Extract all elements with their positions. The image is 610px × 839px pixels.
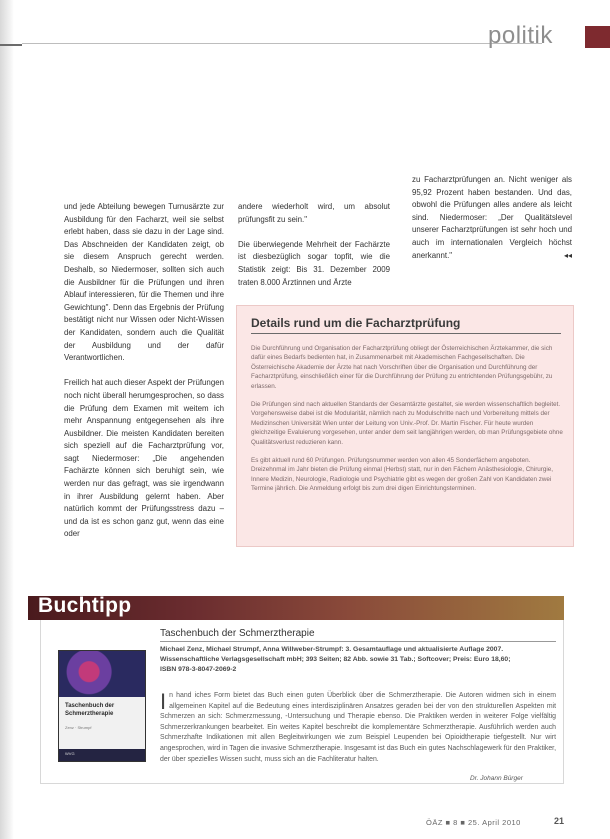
section-label: politik xyxy=(488,22,553,49)
article-paragraph: und jede Abteilung bewegen Turnusärzte zur Ausbildung für den Facharzt, weil sie selbst erlebt haben, dass sie dazu in der Lage sind. Das Abschneiden der Kandidaten zeigt, ob sie diesem Anspruch gerecht werden. Deshalb, so Niedermoser, sollten sich auch die Ausbildner für die Prüfungen und ihren Ablauf interessieren, für die Themen und ihre Gewichtung". Denn das Ergebnis der Prüfung bestätigt nicht nur Wissen oder Nicht-Wissen der Kandidaten, sondern auch die Qualität der Ausbildung und der dafür Verantwortlichen. xyxy=(64,202,224,363)
article-text: zu Facharztprüfungen an. Nicht weniger als 95,92 Prozent haben bestanden. Und das, obwohl die Prüfungen alles andere als leicht sind. Niedermoser: „Der Qualitätslevel unserer Facharztprüfungen ist sehr hoch und auch im internationalen Vergleich höchst anerkannt." xyxy=(412,175,572,260)
drop-cap: I xyxy=(160,689,167,714)
info-box xyxy=(236,305,574,547)
book-meta-line: Michael Zenz, Michael Strumpf, Anna Willweber-Strumpf: 3. Gesamtauflage und aktualisierte Auflage 2007. xyxy=(160,646,504,653)
book-cover-title: Taschenbuch der Schmerztherapie xyxy=(65,703,115,717)
article-paragraph: Freilich hat auch dieser Aspekt der Prüfungen noch nicht überall herumgesprochen, so dass die Prüfung dem Examen mit weitem ich mehr Anspannung entgegensehen als ihre Ausbildner. Die meisten Kandidaten bereiten sich speziell auf die Facharztprüfung vor, sagt Niedermoser: „Die angehenden Fachärzte können sich beruhigt sein, wie werden nur das gefragt, was sie irgendwann in ihrer Ausbildung gelernt haben. Aber natürlich kommt der Prüfungsstress dazu – und da ist es schon ganz gut, wenn das eine oder xyxy=(64,378,224,539)
page-number: 21 xyxy=(554,816,565,826)
article-column-1 xyxy=(64,201,224,554)
info-box-paragraph: Die Prüfungen sind nach aktuellen Standards der Gesamtärzte gestaltet, sie werden wissenschaftlich begleitet. Vorgehensweise dabei ist die Modularität, nämlich nach zu Modulschritte nach und Vorbereitung mittels der Medizinschen Universität Wien unter der Leitung von Univ.-Prof. Dr. Martin Fischer. Für heute wurden gleichzeitige Evaluierung vorgesehen, unter ander dem seit langjährigen werden, ob man Prüfungsgebiete ohne Qualitätsverlust reduzieren kann. xyxy=(251,401,563,446)
info-box-paragraph: Die Durchführung und Organisation der Facharztprüfung obliegt der Österreichischen Ärztekammer, die sich dafür eines Bedarfs bedienten hat, in Zusammenarbeit mit Akademischen Fachgesellschaften. Die Österreichische Akademie der Ärzte hat nach Vorschriften über die Organisation und Durchführung der Facharztprüfung, einschließlich einer für die Durchführung der Prüfung zu entrichtenden Prüfungsgebühr, zu erlassen. xyxy=(251,345,553,390)
book-cover-authors: Zenz · Strumpf xyxy=(65,725,92,730)
book-title: Taschenbuch der Schmerztherapie xyxy=(160,628,556,642)
reviewer-name: Dr. Johann Bürger xyxy=(470,775,523,782)
review-body: n hand iches Form bietet das Buch einen guten Überblick über die Schmerztherapie. Die Autoren widmen sich in einem allgemeinen Kapitel auf die Bedeutung eines interdisziplinären Ansatzes geraden bei der von den strukturellen Aspekten mit Schmerzen an sich: Schmerzmessung, -Untersuchung und Therapie ebenso. Die Praktiken werden in weiterer Folge vielfältig Schmerzerkrankungen bearbeitet. Ein weites Kapitel beschreibt die komplementäre Schmerztherapie. Ausführlich werden auch Schmerzhafte Indikationen mit allen Begleitwirkungen wie zum Beispiel Leupenden bei Opioidtherapie tiefgestellt. Nur wirt angesprochen, wird in Tagen die invasive Schmerztherapie. Insgesamt ist das Buch ein gutes Nachschlagewerk für den Praktiker, der über spezielles Wissen sucht, muss sich an die Fachliteratur halten. xyxy=(160,692,556,763)
book-review-text xyxy=(160,691,556,765)
end-mark: ◂◂ xyxy=(563,250,572,260)
info-box-paragraph: Es gibt aktuell rund 60 Prüfungen. Prüfungsnummer werden von allen 45 Sonderfächern angeboten. Dreizehnmal im Jahr bieten die Prüfung einmal (Herbst) statt, nur in den Fächern Anästhesiologie, Chirurgie, Innere Medizin, Neurologie, Radiologie und Psychiatrie gibt es wegen der großen Zahl von Kandidaten zwei Termine jährlich. Die Anmeldung erfolgt bis zum drei digen Einrichtungsterminen. xyxy=(251,457,554,493)
book-cover-art xyxy=(59,651,145,697)
info-box-text xyxy=(251,344,563,503)
article-paragraph: Die überwiegende Mehrheit der Fachärzte ist diesbezüglich sogar topfit, wie die Statistik zeigt: Bis 31. Dezember 2009 traten 8.000 Ärztinnen und Ärzte xyxy=(238,239,390,287)
book-meta-line: ISBN 978-3-8047-2069-2 xyxy=(160,666,237,673)
book-meta-line: Wissenschaftliche Verlagsgesellschaft mbH; 393 Seiten; 82 Abb. sowie 31 Tab.; Softcover; Preis: Euro 18,60; xyxy=(160,656,511,663)
crop-mark xyxy=(0,44,22,46)
book-cover-publisher: WVG xyxy=(65,751,75,756)
page-fold-shadow xyxy=(0,0,14,839)
buchtipp-heading: Buchtipp xyxy=(38,594,132,617)
article-paragraph: andere wiederholt wird, um absolut prüfungsfit zu sein." xyxy=(238,202,390,224)
section-tab-marker xyxy=(585,26,610,48)
header-rule xyxy=(22,43,542,44)
article-paragraph xyxy=(412,174,572,262)
article-column-3 xyxy=(412,174,572,275)
issue-info: ÖÄZ ■ 8 ■ 25. April 2010 xyxy=(426,818,521,827)
book-metadata xyxy=(160,645,556,675)
info-box-title: Details rund um die Facharztprüfung xyxy=(251,316,561,334)
article-column-2 xyxy=(238,201,390,302)
book-cover-image xyxy=(58,650,146,762)
